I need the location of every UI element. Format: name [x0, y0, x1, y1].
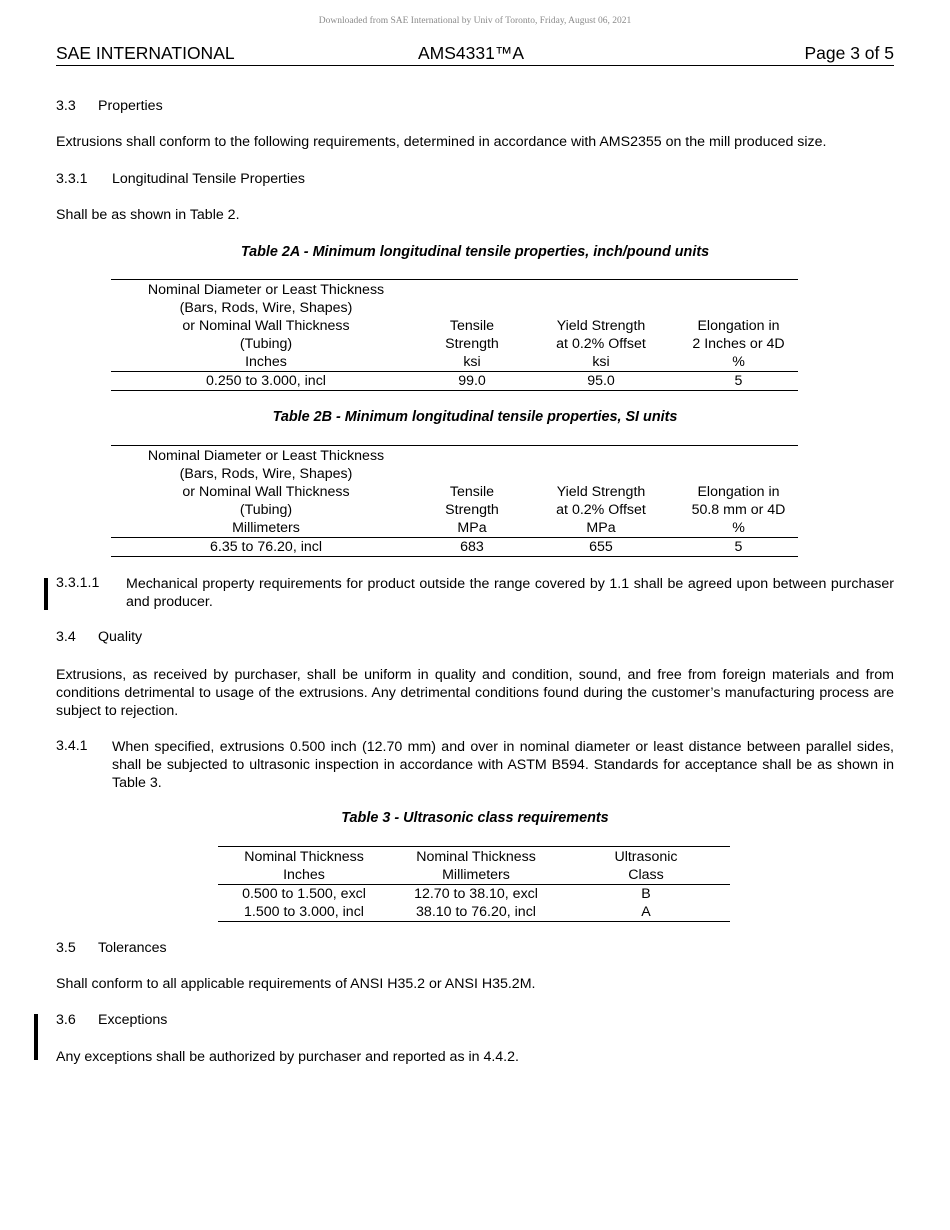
section-3-3-text: Extrusions shall conform to the following requirements, determined in accordance with AMS2355 on the mill produced size.	[56, 134, 827, 150]
header-cell: Elongation in	[697, 484, 780, 500]
table-2b	[111, 445, 798, 557]
section-3-6-text: Any exceptions shall be authorized by purchaser and reported as in 4.4.2.	[56, 1049, 519, 1065]
table-header-row	[111, 280, 798, 300]
header-cell: (Tubing)	[239, 336, 293, 352]
header-cell: MPa	[523, 519, 679, 538]
table-cell: 5	[679, 538, 798, 557]
section-number: 3.4	[56, 629, 76, 645]
header-cell: 2 Inches or 4D	[692, 336, 785, 352]
table-3-caption: Table 3 - Ultrasonic class requirements	[341, 810, 609, 826]
table-cell: 5	[679, 372, 798, 391]
table-3	[218, 846, 730, 922]
header-cell	[523, 280, 679, 300]
header-cell: (Bars, Rods, Wire, Shapes)	[179, 466, 353, 482]
header-cell: Ultrasonic	[562, 847, 730, 867]
header-cell: Yield Strength	[556, 484, 646, 500]
header-cell: Nominal Thickness	[218, 847, 390, 867]
table-row	[218, 903, 730, 922]
table-cell: 6.35 to 76.20, incl	[111, 538, 421, 557]
header-cell: Nominal Diameter or Least Thickness	[111, 280, 421, 300]
table-cell: 0.500 to 1.500, excl	[242, 886, 366, 902]
section-3-3-1-1-number: 3.3.1.1	[56, 575, 100, 591]
header-cell: Class	[562, 866, 730, 885]
header-cell: Nominal Diameter or Least Thickness	[111, 446, 421, 466]
header-cell: %	[679, 519, 798, 538]
table-cell: A	[562, 903, 730, 922]
header-cell: (Bars, Rods, Wire, Shapes)	[179, 300, 353, 316]
table-header-row	[111, 335, 798, 353]
table-cell: 0.250 to 3.000, incl	[111, 372, 421, 391]
section-3-3-1-heading	[56, 171, 305, 187]
header-cell: (Tubing)	[239, 502, 293, 518]
table-row	[218, 885, 730, 904]
table-cell: 683	[421, 538, 523, 557]
revision-change-bar	[44, 578, 48, 610]
table-cell: 655	[523, 538, 679, 557]
table-2a	[111, 279, 798, 391]
section-3-3-1-1-text: Mechanical property requirements for product outside the range covered by 1.1 shall be agreed upon between purchaser and producer.	[126, 576, 894, 610]
section-3-3-heading	[56, 98, 163, 114]
table-row	[111, 372, 798, 391]
table-header-row	[111, 446, 798, 466]
table-header-row	[218, 847, 730, 867]
header-cell: Millimeters	[111, 519, 421, 538]
header-page-number: Page 3 of 5	[804, 43, 894, 63]
header-cell: Millimeters	[390, 866, 562, 885]
section-number: 3.3.1	[56, 171, 88, 187]
header-cell: or Nominal Wall Thickness	[182, 318, 350, 334]
header-doc-number: AMS4331™A	[418, 43, 525, 63]
section-title: Exceptions	[98, 1012, 168, 1028]
table-cell: 12.70 to 38.10, excl	[414, 886, 538, 902]
section-3-5-heading	[56, 940, 167, 956]
header-org: SAE INTERNATIONAL	[56, 43, 235, 63]
header-cell: or Nominal Wall Thickness	[182, 484, 350, 500]
section-number: 3.3	[56, 98, 76, 114]
header-cell: at 0.2% Offset	[556, 336, 646, 352]
table-cell: 99.0	[421, 372, 523, 391]
header-cell: Inches	[111, 353, 421, 372]
table-header-row	[111, 483, 798, 501]
table-header-row	[111, 465, 798, 483]
section-3-4-1-number: 3.4.1	[56, 738, 88, 754]
table-header-row	[111, 501, 798, 519]
header-cell: %	[679, 353, 798, 372]
header-cell: Nominal Thickness	[390, 847, 562, 867]
section-3-5-text: Shall conform to all applicable requirements of ANSI H35.2 or ANSI H35.2M.	[56, 976, 536, 992]
header-cell	[679, 280, 798, 300]
header-cell: Tensile	[449, 484, 495, 500]
revision-change-bar	[34, 1014, 38, 1060]
header-cell: Strength	[445, 502, 499, 518]
header-cell: Yield Strength	[556, 318, 646, 334]
section-3-4-text: Extrusions, as received by purchaser, shall be uniform in quality and condition, sound, and free from foreign materials and from conditions detrimental to usage of the extrusions. Any detrimental conditions found during the customer’s manufacturing process are subject to rejection.	[56, 667, 894, 719]
section-title: Longitudinal Tensile Properties	[112, 171, 305, 187]
section-title: Properties	[98, 98, 163, 114]
header-cell: MPa	[421, 519, 523, 538]
header-cell: Elongation in	[697, 318, 780, 334]
download-watermark: Downloaded from SAE International by Univ of Toronto, Friday, August 06, 2021	[318, 16, 632, 26]
section-title: Tolerances	[98, 940, 167, 956]
section-3-3-1-text: Shall be as shown in Table 2.	[56, 207, 240, 223]
table-header-row	[111, 519, 798, 538]
section-3-4-heading	[56, 629, 142, 645]
section-3-6-heading	[56, 1012, 167, 1028]
section-title: Quality	[98, 629, 143, 645]
header-cell	[421, 280, 523, 300]
table-2a-caption: Table 2A - Minimum longitudinal tensile properties, inch/pound units	[240, 244, 710, 260]
header-cell: at 0.2% Offset	[556, 502, 646, 518]
table-header-row	[111, 353, 798, 372]
table-header-row	[111, 299, 798, 317]
header-cell: Strength	[445, 336, 499, 352]
page-header	[56, 44, 894, 66]
table-row	[111, 538, 798, 557]
header-cell: Inches	[218, 866, 390, 885]
section-3-4-1-text: When specified, extrusions 0.500 inch (12.70 mm) and over in nominal diameter or least distance between parallel sides, shall be subjected to ultrasonic inspection in accordance with ASTM B594. Standards for acceptance shall be as shown in Table 3.	[112, 739, 894, 791]
table-cell: 1.500 to 3.000, incl	[218, 903, 390, 922]
table-cell: B	[641, 886, 651, 902]
table-header-row	[218, 866, 730, 885]
table-cell: 38.10 to 76.20, incl	[390, 903, 562, 922]
section-number: 3.6	[56, 1012, 76, 1028]
table-header-row	[111, 317, 798, 335]
table-cell: 95.0	[523, 372, 679, 391]
header-cell: ksi	[523, 353, 679, 372]
header-cell: 50.8 mm or 4D	[691, 502, 786, 518]
section-number: 3.5	[56, 940, 76, 956]
header-cell: ksi	[421, 353, 523, 372]
table-2b-caption: Table 2B - Minimum longitudinal tensile properties, SI units	[272, 409, 678, 425]
header-cell: Tensile	[449, 318, 495, 334]
